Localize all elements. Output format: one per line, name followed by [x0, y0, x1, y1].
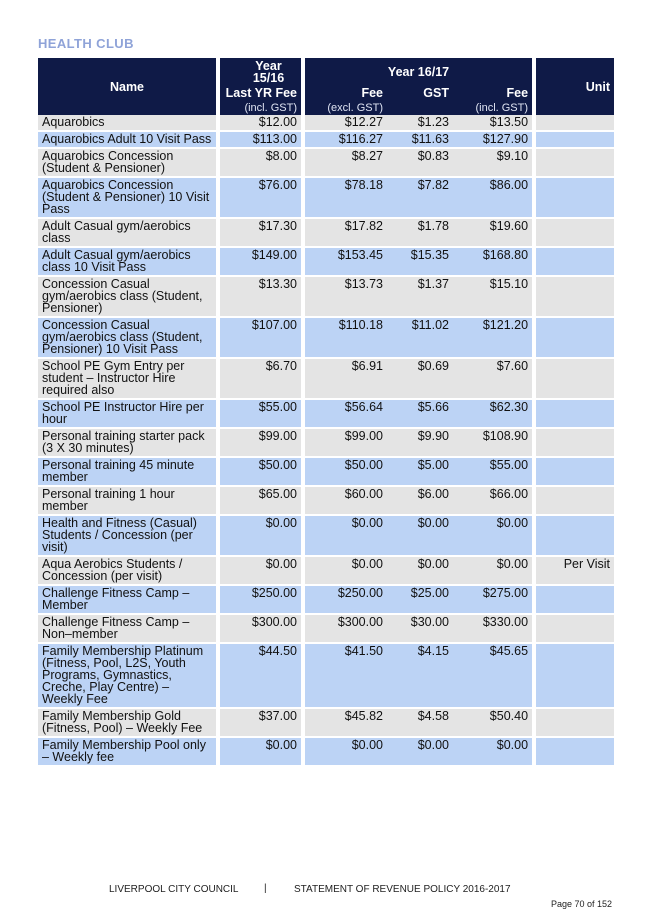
column-header-fee-incl: Fee: [453, 85, 532, 100]
cell-name: Family Membership Pool only – Weekly fee: [38, 738, 216, 767]
cell-fee-excl-gst: $0.00: [305, 557, 387, 586]
cell-last-year-fee: $99.00: [220, 429, 301, 458]
cell-fee-excl-gst: $12.27: [305, 115, 387, 132]
cell-unit: [536, 458, 614, 487]
column-header-name: Name: [38, 58, 216, 115]
cell-gst: $1.23: [387, 115, 453, 132]
column-group-current-year: Year 16/17: [305, 58, 532, 85]
table-row: [38, 709, 614, 738]
cell-gst: $11.63: [387, 132, 453, 149]
cell-unit: Per Visit: [536, 557, 614, 586]
cell-fee-excl-gst: $153.45: [305, 248, 387, 277]
cell-name: Concession Casual gym/aerobics class (Student, Pensioner) 10 Visit Pass: [38, 318, 216, 359]
cell-name: Challenge Fitness Camp – Non–member: [38, 615, 216, 644]
cell-last-year-fee: $250.00: [220, 586, 301, 615]
cell-last-year-fee: $6.70: [220, 359, 301, 400]
cell-fee-excl-gst: $6.91: [305, 359, 387, 400]
column-header-last-year-fee: Last YR Fee: [220, 85, 301, 100]
cell-fee-excl-gst: $17.82: [305, 219, 387, 248]
cell-last-year-fee: $17.30: [220, 219, 301, 248]
column-sub-last-year: (incl. GST): [244, 102, 297, 114]
column-sub-fee: (excl. GST): [327, 102, 383, 114]
cell-fee-incl-gst: $0.00: [453, 516, 532, 557]
cell-fee-excl-gst: $50.00: [305, 458, 387, 487]
cell-fee-incl-gst: $66.00: [453, 487, 532, 516]
cell-last-year-fee: $44.50: [220, 644, 301, 709]
cell-fee-excl-gst: $41.50: [305, 644, 387, 709]
cell-fee-incl-gst: $127.90: [453, 132, 532, 149]
cell-fee-incl-gst: $168.80: [453, 248, 532, 277]
cell-fee-incl-gst: $275.00: [453, 586, 532, 615]
cell-unit: [536, 318, 614, 359]
page-footer: [0, 882, 652, 922]
table-row: [38, 178, 614, 219]
table-row: [38, 615, 614, 644]
cell-unit: [536, 132, 614, 149]
cell-name: Aquarobics Concession (Student & Pensioner): [38, 149, 216, 178]
cell-unit: [536, 516, 614, 557]
cell-gst: $5.00: [387, 458, 453, 487]
cell-unit: [536, 115, 614, 132]
cell-name: Family Membership Gold (Fitness, Pool) – Weekly Fee: [38, 709, 216, 738]
cell-unit: [536, 178, 614, 219]
table-row: [38, 318, 614, 359]
cell-unit: [536, 644, 614, 709]
cell-gst: $1.78: [387, 219, 453, 248]
cell-last-year-fee: $0.00: [220, 516, 301, 557]
column-sub-fee-incl: (incl. GST): [475, 102, 529, 114]
cell-gst: $0.00: [387, 516, 453, 557]
cell-last-year-fee: $50.00: [220, 458, 301, 487]
footer-policy-title: STATEMENT OF REVENUE POLICY 2016-2017: [294, 884, 511, 895]
cell-unit: [536, 400, 614, 429]
cell-fee-excl-gst: $99.00: [305, 429, 387, 458]
cell-last-year-fee: $55.00: [220, 400, 301, 429]
table-row: [38, 487, 614, 516]
cell-name: Aqua Aerobics Students / Concession (per visit): [38, 557, 216, 586]
cell-fee-excl-gst: $300.00: [305, 615, 387, 644]
cell-name: School PE Gym Entry per student – Instructor Hire required also: [38, 359, 216, 400]
table-row: [38, 132, 614, 149]
cell-fee-excl-gst: $250.00: [305, 586, 387, 615]
table-row: [38, 516, 614, 557]
cell-gst: $0.69: [387, 359, 453, 400]
cell-last-year-fee: $107.00: [220, 318, 301, 359]
cell-name: Aquarobics: [38, 115, 216, 132]
cell-fee-incl-gst: $50.40: [453, 709, 532, 738]
cell-name: Personal training starter pack (3 X 30 minutes): [38, 429, 216, 458]
cell-fee-incl-gst: $62.30: [453, 400, 532, 429]
table-row: [38, 277, 614, 318]
cell-unit: [536, 586, 614, 615]
cell-name: Adult Casual gym/aerobics class 10 Visit Pass: [38, 248, 216, 277]
column-header-fee: Fee: [305, 85, 387, 100]
cell-name: Personal training 1 hour member: [38, 487, 216, 516]
section-title: HEALTH CLUB: [38, 36, 134, 51]
column-group-last-year: Year 15/16: [220, 58, 301, 85]
table-row: [38, 586, 614, 615]
cell-fee-incl-gst: $108.90: [453, 429, 532, 458]
cell-fee-incl-gst: $330.00: [453, 615, 532, 644]
cell-gst: $4.15: [387, 644, 453, 709]
cell-name: Adult Casual gym/aerobics class: [38, 219, 216, 248]
cell-unit: [536, 429, 614, 458]
cell-last-year-fee: $13.30: [220, 277, 301, 318]
cell-unit: [536, 487, 614, 516]
footer-council: LIVERPOOL CITY COUNCIL: [109, 884, 239, 895]
cell-unit: [536, 248, 614, 277]
cell-last-year-fee: $8.00: [220, 149, 301, 178]
table-row: [38, 429, 614, 458]
table-row: [38, 248, 614, 277]
cell-last-year-fee: $65.00: [220, 487, 301, 516]
column-header-unit: Unit: [536, 58, 614, 115]
cell-gst: $5.66: [387, 400, 453, 429]
cell-fee-incl-gst: $45.65: [453, 644, 532, 709]
cell-unit: [536, 738, 614, 767]
cell-fee-excl-gst: $13.73: [305, 277, 387, 318]
cell-last-year-fee: $12.00: [220, 115, 301, 132]
cell-unit: [536, 219, 614, 248]
cell-last-year-fee: $0.00: [220, 738, 301, 767]
cell-fee-excl-gst: $8.27: [305, 149, 387, 178]
cell-last-year-fee: $149.00: [220, 248, 301, 277]
cell-fee-excl-gst: $116.27: [305, 132, 387, 149]
cell-fee-incl-gst: $19.60: [453, 219, 532, 248]
cell-gst: $30.00: [387, 615, 453, 644]
table-row: [38, 458, 614, 487]
footer-separator: |: [264, 883, 267, 894]
cell-fee-incl-gst: $0.00: [453, 738, 532, 767]
cell-last-year-fee: $0.00: [220, 557, 301, 586]
cell-gst: $1.37: [387, 277, 453, 318]
cell-gst: $4.58: [387, 709, 453, 738]
cell-fee-excl-gst: $56.64: [305, 400, 387, 429]
fee-table: [38, 58, 614, 767]
table-row: [38, 400, 614, 429]
table-row: [38, 557, 614, 586]
cell-last-year-fee: $113.00: [220, 132, 301, 149]
cell-fee-incl-gst: $13.50: [453, 115, 532, 132]
cell-fee-incl-gst: $9.10: [453, 149, 532, 178]
table-row: [38, 644, 614, 709]
cell-last-year-fee: $300.00: [220, 615, 301, 644]
cell-fee-incl-gst: $0.00: [453, 557, 532, 586]
cell-fee-incl-gst: $86.00: [453, 178, 532, 219]
cell-fee-excl-gst: $110.18: [305, 318, 387, 359]
cell-gst: $11.02: [387, 318, 453, 359]
cell-gst: $0.83: [387, 149, 453, 178]
cell-last-year-fee: $76.00: [220, 178, 301, 219]
cell-fee-excl-gst: $0.00: [305, 516, 387, 557]
column-header-gst: GST: [387, 85, 453, 100]
table-row: [38, 149, 614, 178]
cell-fee-excl-gst: $0.00: [305, 738, 387, 767]
cell-fee-incl-gst: $15.10: [453, 277, 532, 318]
cell-unit: [536, 277, 614, 318]
cell-fee-excl-gst: $78.18: [305, 178, 387, 219]
cell-fee-incl-gst: $55.00: [453, 458, 532, 487]
cell-fee-incl-gst: $7.60: [453, 359, 532, 400]
cell-name: School PE Instructor Hire per hour: [38, 400, 216, 429]
table-row: [38, 359, 614, 400]
cell-fee-excl-gst: $60.00: [305, 487, 387, 516]
cell-name: Health and Fitness (Casual) Students / Concession (per visit): [38, 516, 216, 557]
cell-fee-excl-gst: $45.82: [305, 709, 387, 738]
cell-unit: [536, 359, 614, 400]
cell-unit: [536, 149, 614, 178]
cell-name: Challenge Fitness Camp – Member: [38, 586, 216, 615]
cell-unit: [536, 709, 614, 738]
cell-gst: $7.82: [387, 178, 453, 219]
cell-gst: $0.00: [387, 557, 453, 586]
cell-last-year-fee: $37.00: [220, 709, 301, 738]
table-row: [38, 219, 614, 248]
cell-gst: $0.00: [387, 738, 453, 767]
cell-name: Family Membership Platinum (Fitness, Pool, L2S, Youth Programs, Gymnastics, Creche, Play Centre) – Weekly Fee: [38, 644, 216, 709]
cell-gst: $9.90: [387, 429, 453, 458]
cell-unit: [536, 615, 614, 644]
table-row: [38, 738, 614, 767]
cell-gst: $25.00: [387, 586, 453, 615]
cell-gst: $15.35: [387, 248, 453, 277]
cell-name: Personal training 45 minute member: [38, 458, 216, 487]
cell-fee-incl-gst: $121.20: [453, 318, 532, 359]
table-row: [38, 115, 614, 132]
cell-name: Concession Casual gym/aerobics class (Student, Pensioner): [38, 277, 216, 318]
cell-gst: $6.00: [387, 487, 453, 516]
cell-name: Aquarobics Concession (Student & Pensioner) 10 Visit Pass: [38, 178, 216, 219]
cell-name: Aquarobics Adult 10 Visit Pass: [38, 132, 216, 149]
footer-page-number: Page 70 of 152: [550, 899, 612, 909]
